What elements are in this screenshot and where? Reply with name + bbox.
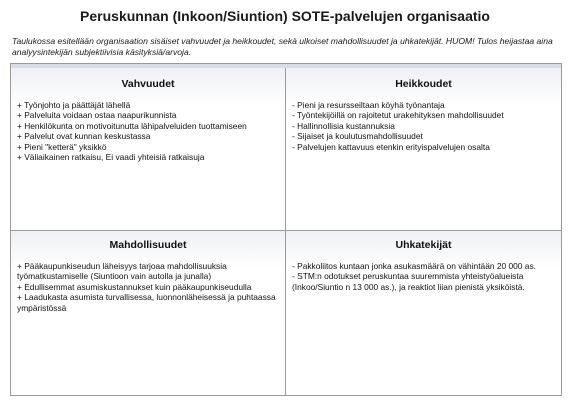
opportunities-quadrant <box>11 231 286 395</box>
page-title: Peruskunnan (Inkoon/Siuntion) SOTE-palvelujen organisaatio <box>80 8 490 24</box>
list-item: + Edullisemmat asumiskustannukset kuin pääkaupunkiseudulla <box>17 281 252 292</box>
list-item: + Pieni "ketterä" yksikkö <box>17 141 107 152</box>
opportunities-list <box>11 261 285 313</box>
list-item: + Väliaikainen ratkaisu, Ei vaadi yhteisiä ratkaisuja <box>17 152 205 163</box>
list-item: + Henkilökunta on motivoitunutta lähipalveluiden tuottamiseen <box>17 120 247 131</box>
swot-grid <box>10 63 562 396</box>
list-item: - Hallinnollisia kustannuksia <box>292 120 395 131</box>
list-item: - Työntekijöillä on rajoitetut urakehityksen mahdollisuudet <box>292 110 504 121</box>
weaknesses-quadrant <box>286 68 561 231</box>
threats-heading: Uhkatekijät <box>395 239 452 251</box>
opportunities-heading: Mahdollisuudet <box>109 239 187 251</box>
intro-text: Taulukossa esitellään organisaation sisäiset vahvuudet ja heikkoudet, sekä ulkoiset mahdollisuudet ja uhkatekijät. HUOM! Tulos heijastaa aina analyysintekijän subjektiivisia käsityksiä/arvoja. <box>12 36 553 57</box>
list-item: - Pieni ja resursseiltaan köyhä työnantaja <box>292 100 445 110</box>
list-item: + Palveluita voidaan ostaa naapurikunnista <box>17 110 177 121</box>
weaknesses-list <box>286 100 561 152</box>
list-item: - STM:n odotukset peruskuntaa suuremmista yhteistyöalueista (Inkoo/Siuntio n 13 000 as.), ja reaktiot liian pienistä yksiköistä. <box>292 271 525 292</box>
list-item: + Palvelut ovat kunnan keskustassa <box>17 131 151 142</box>
list-item: + Laadukasta asumista turvallisessa, luonnonläheisessä ja puhtaassa ympäristössä <box>17 292 276 313</box>
list-item: - Pakkoliitos kuntaan jonka asukasmäärä on vähintään 20 000 as. <box>292 261 536 271</box>
list-item: + Työnjohto ja päättäjät lähellä <box>17 100 131 110</box>
list-item: - Sijaiset ja koulutusmahdollisuudet <box>292 131 423 142</box>
list-item: - Palvelujen kattavuus etenkin erityispalvelujen osalta <box>292 141 490 152</box>
weaknesses-heading: Heikkoudet <box>395 78 452 90</box>
list-item: + Pääkaupunkiseudun läheisyys tarjoaa mahdollisuuksia työmatkustamiselle (Siuntioon vain autolla ja junalla) <box>17 261 227 282</box>
strengths-heading: Vahvuudet <box>121 78 175 90</box>
threats-quadrant <box>286 231 561 395</box>
strengths-quadrant <box>11 68 286 231</box>
strengths-list <box>11 100 285 162</box>
threats-list <box>286 261 561 292</box>
